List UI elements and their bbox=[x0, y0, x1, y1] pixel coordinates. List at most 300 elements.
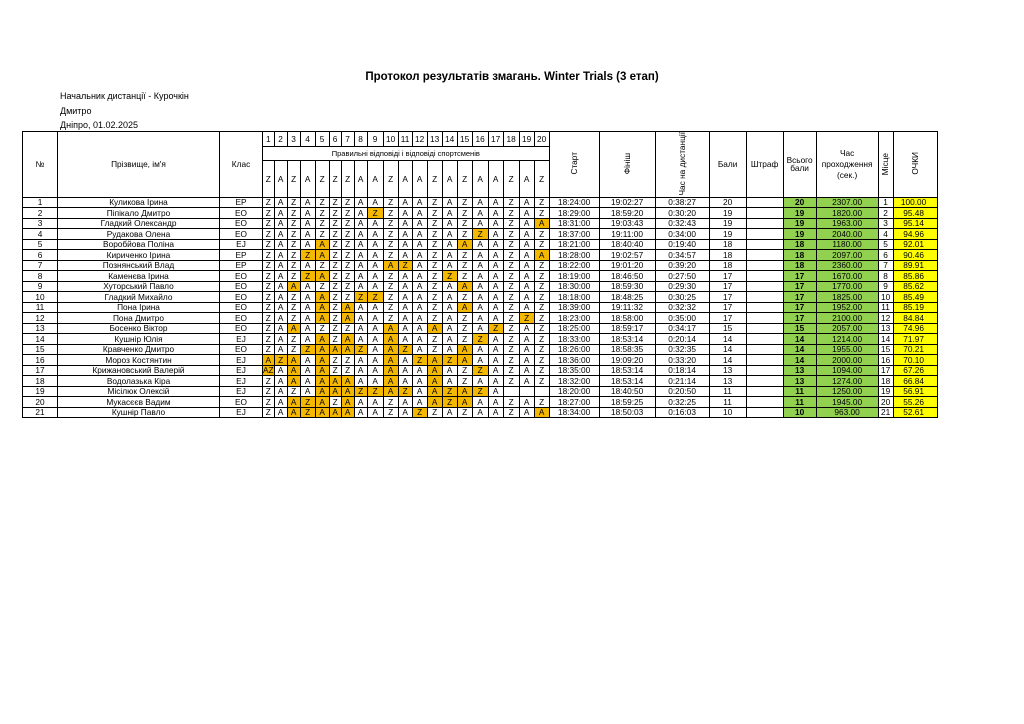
athlete-answer: Z bbox=[263, 271, 275, 282]
athlete-answer: Z bbox=[383, 302, 398, 313]
athlete-answer: A bbox=[367, 250, 383, 261]
athlete-answer: Z bbox=[315, 323, 329, 334]
athlete-answer: Z bbox=[329, 323, 341, 334]
athlete-answer: A bbox=[315, 334, 329, 345]
athlete-answer: A bbox=[367, 229, 383, 240]
header-question-number: 2 bbox=[274, 132, 287, 147]
header-question-number: 3 bbox=[287, 132, 300, 147]
athlete-answer: A bbox=[457, 355, 472, 366]
athlete-answer: A bbox=[274, 376, 287, 387]
athlete-answer: A bbox=[442, 323, 457, 334]
time-seconds: 2360.00 bbox=[816, 260, 878, 271]
penalty bbox=[746, 334, 783, 345]
score: 92.01 bbox=[893, 239, 937, 250]
athlete-answer: A bbox=[412, 208, 427, 219]
table-row bbox=[23, 302, 938, 313]
athlete-answer: Z bbox=[534, 323, 549, 334]
athlete-answer: A bbox=[398, 376, 412, 387]
table-row bbox=[23, 334, 938, 345]
athlete-answer: A bbox=[412, 271, 427, 282]
athlete-answer: A bbox=[472, 323, 488, 334]
points: 17 bbox=[709, 281, 746, 292]
start-time: 18:32:00 bbox=[549, 376, 599, 387]
points: 13 bbox=[709, 365, 746, 376]
table-row bbox=[23, 281, 938, 292]
athlete-answer: Z bbox=[287, 313, 300, 324]
course-time: 0:39:20 bbox=[655, 260, 709, 271]
athlete-answer: A bbox=[367, 334, 383, 345]
athlete-answer: A bbox=[519, 250, 534, 261]
table-row bbox=[23, 239, 938, 250]
athlete-name: Кириченко Ірина bbox=[58, 250, 220, 261]
athlete-answer: Z bbox=[315, 208, 329, 219]
athlete-answer: A bbox=[300, 323, 315, 334]
athlete-class: EJ bbox=[220, 365, 263, 376]
athlete-class: EO bbox=[220, 302, 263, 313]
athlete-class: EO bbox=[220, 271, 263, 282]
athlete-answer: A bbox=[367, 407, 383, 418]
athlete-class: EO bbox=[220, 344, 263, 355]
athlete-answer: Z bbox=[427, 271, 442, 282]
time-seconds: 1670.00 bbox=[816, 271, 878, 282]
athlete-answer: A bbox=[354, 250, 367, 261]
athlete-answer: Z bbox=[341, 365, 354, 376]
athlete-answer: Z bbox=[427, 407, 442, 418]
athlete-answer: A bbox=[367, 260, 383, 271]
athlete-answer: Z bbox=[341, 250, 354, 261]
finish-time: 18:59:17 bbox=[599, 323, 655, 334]
athlete-answer: Z bbox=[534, 334, 549, 345]
athlete-answer: A bbox=[287, 397, 300, 408]
athlete-answer: A bbox=[329, 407, 341, 418]
athlete-answer: A bbox=[519, 365, 534, 376]
header-finish-label: Фініш bbox=[621, 153, 632, 175]
place: 1 bbox=[878, 197, 893, 208]
header-question-number: 14 bbox=[442, 132, 457, 147]
athlete-answer: Z bbox=[534, 302, 549, 313]
athlete-answer: Z bbox=[457, 271, 472, 282]
score: 55.26 bbox=[893, 397, 937, 408]
athlete-answer: A bbox=[488, 376, 503, 387]
athlete-answer: A bbox=[398, 229, 412, 240]
athlete-answer: Z bbox=[383, 250, 398, 261]
athlete-answer: A bbox=[472, 355, 488, 366]
course-time: 0:20:14 bbox=[655, 334, 709, 345]
athlete-answer: A bbox=[315, 397, 329, 408]
athlete-answer: Z bbox=[398, 260, 412, 271]
athlete-answer: A bbox=[315, 302, 329, 313]
athlete-answer: Z bbox=[383, 239, 398, 250]
athlete-answer: A bbox=[274, 397, 287, 408]
start-time: 18:39:00 bbox=[549, 302, 599, 313]
time-seconds: 2040.00 bbox=[816, 229, 878, 240]
athlete-answer: A bbox=[341, 313, 354, 324]
athlete-name: Гладкий Олександр bbox=[58, 218, 220, 229]
athlete-answer: Z bbox=[503, 271, 519, 282]
athlete-answer: Z bbox=[341, 218, 354, 229]
athlete-answer: Z bbox=[427, 313, 442, 324]
athlete-answer: A bbox=[472, 218, 488, 229]
athlete-answer: A bbox=[367, 313, 383, 324]
row-number: 1 bbox=[23, 197, 58, 208]
penalty bbox=[746, 260, 783, 271]
athlete-answer: A bbox=[519, 344, 534, 355]
place: 14 bbox=[878, 334, 893, 345]
finish-time: 18:40:40 bbox=[599, 239, 655, 250]
correct-answer: Z bbox=[263, 161, 275, 197]
header-question-number: 7 bbox=[341, 132, 354, 147]
athlete-answer: A bbox=[341, 302, 354, 313]
header-question-number: 6 bbox=[329, 132, 341, 147]
table-row bbox=[23, 260, 938, 271]
points: 18 bbox=[709, 239, 746, 250]
athlete-answer: Z bbox=[457, 292, 472, 303]
row-number: 15 bbox=[23, 344, 58, 355]
athlete-answer: A bbox=[442, 208, 457, 219]
time-seconds: 1825.00 bbox=[816, 292, 878, 303]
athlete-answer: A bbox=[412, 376, 427, 387]
athlete-class: EP bbox=[220, 197, 263, 208]
points: 14 bbox=[709, 344, 746, 355]
start-time: 18:33:00 bbox=[549, 334, 599, 345]
correct-answer: A bbox=[488, 161, 503, 197]
header-points: Бали bbox=[709, 132, 746, 198]
athlete-answer: Z bbox=[534, 365, 549, 376]
athlete-answer: Z bbox=[457, 407, 472, 418]
penalty bbox=[746, 323, 783, 334]
points: 14 bbox=[709, 355, 746, 366]
total-points: 17 bbox=[783, 271, 816, 282]
athlete-name: Куликова Ірина bbox=[58, 197, 220, 208]
header-num: № bbox=[23, 132, 58, 198]
score: 94.96 bbox=[893, 229, 937, 240]
place: 4 bbox=[878, 229, 893, 240]
athlete-answer: Z bbox=[287, 197, 300, 208]
athlete-answer: Z bbox=[503, 229, 519, 240]
athlete-answer: A bbox=[329, 376, 341, 387]
table-row bbox=[23, 218, 938, 229]
athlete-answer bbox=[534, 386, 549, 397]
athlete-answer: A bbox=[354, 302, 367, 313]
start-time: 18:35:00 bbox=[549, 365, 599, 376]
athlete-answer: A bbox=[367, 239, 383, 250]
athlete-answer: Z bbox=[427, 197, 442, 208]
header-place-label: Місце bbox=[880, 152, 891, 175]
athlete-class: EO bbox=[220, 229, 263, 240]
points: 11 bbox=[709, 386, 746, 397]
table-row bbox=[23, 229, 938, 240]
athlete-answer: Z bbox=[329, 218, 341, 229]
total-points: 19 bbox=[783, 208, 816, 219]
athlete-answer: Z bbox=[383, 197, 398, 208]
athlete-answer: Z bbox=[263, 323, 275, 334]
time-seconds: 1214.00 bbox=[816, 334, 878, 345]
header-penalty: Штраф bbox=[746, 132, 783, 198]
athlete-answer: Z bbox=[341, 239, 354, 250]
athlete-answer bbox=[519, 386, 534, 397]
athlete-answer: Z bbox=[329, 239, 341, 250]
athlete-answer: A bbox=[412, 302, 427, 313]
time-seconds: 1945.00 bbox=[816, 397, 878, 408]
athlete-name: Водолазька Кіра bbox=[58, 376, 220, 387]
total-points: 11 bbox=[783, 397, 816, 408]
penalty bbox=[746, 250, 783, 261]
athlete-answer: A bbox=[315, 344, 329, 355]
athlete-answer: A bbox=[488, 397, 503, 408]
athlete-answer: Z bbox=[367, 386, 383, 397]
athlete-answer: A bbox=[274, 250, 287, 261]
athlete-answer: A bbox=[488, 302, 503, 313]
athlete-answer: Z bbox=[263, 302, 275, 313]
athlete-answer: A bbox=[412, 292, 427, 303]
athlete-answer: Z bbox=[534, 229, 549, 240]
athlete-answer: Z bbox=[329, 302, 341, 313]
athlete-answer: Z bbox=[287, 334, 300, 345]
athlete-answer: A bbox=[341, 386, 354, 397]
header-question-number: 13 bbox=[427, 132, 442, 147]
correct-answer: Z bbox=[315, 161, 329, 197]
athlete-answer: A bbox=[398, 355, 412, 366]
correct-answer: A bbox=[398, 161, 412, 197]
table-row bbox=[23, 313, 938, 324]
athlete-answer: A bbox=[519, 355, 534, 366]
athlete-answer: A bbox=[354, 355, 367, 366]
athlete-answer: A bbox=[472, 250, 488, 261]
athlete-answer: A bbox=[442, 292, 457, 303]
athlete-answer: Z bbox=[341, 229, 354, 240]
row-number: 2 bbox=[23, 208, 58, 219]
athlete-name: Хуторський Павло bbox=[58, 281, 220, 292]
athlete-answer: Z bbox=[472, 365, 488, 376]
finish-time: 18:59:20 bbox=[599, 208, 655, 219]
penalty bbox=[746, 344, 783, 355]
course-time: 0:30:20 bbox=[655, 208, 709, 219]
athlete-answer: A bbox=[412, 260, 427, 271]
correct-answer: A bbox=[442, 161, 457, 197]
athlete-answer: A bbox=[442, 239, 457, 250]
row-number: 4 bbox=[23, 229, 58, 240]
athlete-answer: Z bbox=[287, 239, 300, 250]
athlete-answer: A bbox=[427, 397, 442, 408]
correct-answer: Z bbox=[287, 161, 300, 197]
athlete-name: Каменєва Ірина bbox=[58, 271, 220, 282]
athlete-answer: A bbox=[367, 218, 383, 229]
athlete-answer: A bbox=[398, 292, 412, 303]
header-question-number: 11 bbox=[398, 132, 412, 147]
penalty bbox=[746, 313, 783, 324]
header-question-number: 4 bbox=[300, 132, 315, 147]
athlete-answer: A bbox=[427, 323, 442, 334]
header-question-number: 20 bbox=[534, 132, 549, 147]
row-number: 7 bbox=[23, 260, 58, 271]
athlete-answer: A bbox=[341, 344, 354, 355]
score: 70.21 bbox=[893, 344, 937, 355]
points: 17 bbox=[709, 292, 746, 303]
athlete-answer: A bbox=[287, 355, 300, 366]
athlete-answer: Z bbox=[457, 208, 472, 219]
athlete-answer: A bbox=[354, 376, 367, 387]
place: 18 bbox=[878, 376, 893, 387]
total-points: 14 bbox=[783, 344, 816, 355]
athlete-answer: Z bbox=[457, 250, 472, 261]
athlete-answer: A bbox=[442, 344, 457, 355]
athlete-answer: A bbox=[354, 281, 367, 292]
athlete-answer: A bbox=[398, 218, 412, 229]
athlete-class: EJ bbox=[220, 386, 263, 397]
document-title: Протокол результатів змагань. Winter Trials (3 етап) bbox=[365, 71, 659, 83]
course-time: 0:32:32 bbox=[655, 302, 709, 313]
athlete-answer: AZ bbox=[263, 365, 274, 376]
correct-answer: Z bbox=[427, 161, 442, 197]
time-seconds: 2307.00 bbox=[816, 197, 878, 208]
athlete-answer: A bbox=[519, 281, 534, 292]
athlete-answer: Z bbox=[427, 260, 442, 271]
header-start-label: Старт bbox=[568, 152, 579, 176]
athlete-class: EO bbox=[220, 208, 263, 219]
table-row bbox=[23, 271, 938, 282]
total-points: 11 bbox=[783, 386, 816, 397]
athlete-answer: A bbox=[412, 344, 427, 355]
athlete-answer: Z bbox=[457, 229, 472, 240]
time-seconds: 2097.00 bbox=[816, 250, 878, 261]
athlete-answer: A bbox=[534, 218, 549, 229]
points: 17 bbox=[709, 271, 746, 282]
athlete-answer: A bbox=[315, 292, 329, 303]
start-time: 18:34:00 bbox=[549, 407, 599, 418]
athlete-answer: A bbox=[383, 260, 398, 271]
total-points: 17 bbox=[783, 292, 816, 303]
athlete-answer: A bbox=[488, 292, 503, 303]
athlete-answer: Z bbox=[383, 281, 398, 292]
athlete-answer: Z bbox=[329, 355, 341, 366]
athlete-answer: A bbox=[442, 229, 457, 240]
place: 9 bbox=[878, 281, 893, 292]
athlete-answer: Z bbox=[534, 344, 549, 355]
correct-answer: Z bbox=[329, 161, 341, 197]
course-time: 0:32:43 bbox=[655, 218, 709, 229]
athlete-answer: A bbox=[472, 239, 488, 250]
athlete-answer: A bbox=[427, 376, 442, 387]
athlete-answer: Z bbox=[427, 229, 442, 240]
athlete-answer: Z bbox=[341, 355, 354, 366]
athlete-answer: Z bbox=[503, 302, 519, 313]
athlete-answer: A bbox=[367, 355, 383, 366]
athlete-answer: A bbox=[367, 365, 383, 376]
athlete-answer: Z bbox=[329, 260, 341, 271]
place: 16 bbox=[878, 355, 893, 366]
time-seconds: 1955.00 bbox=[816, 344, 878, 355]
athlete-answer: Z bbox=[300, 271, 315, 282]
start-time: 18:36:00 bbox=[549, 355, 599, 366]
athlete-answer: A bbox=[300, 365, 315, 376]
athlete-class: EJ bbox=[220, 376, 263, 387]
athlete-answer: A bbox=[300, 334, 315, 345]
athlete-answer: Z bbox=[287, 229, 300, 240]
athlete-answer: A bbox=[398, 208, 412, 219]
athlete-answer: A bbox=[519, 239, 534, 250]
athlete-answer: Z bbox=[383, 218, 398, 229]
athlete-answer: Z bbox=[472, 229, 488, 240]
athlete-answer: A bbox=[274, 292, 287, 303]
table-row bbox=[23, 208, 938, 219]
athlete-answer: Z bbox=[329, 397, 341, 408]
correct-answer: A bbox=[472, 161, 488, 197]
athlete-answer: A bbox=[367, 344, 383, 355]
time-seconds: 1963.00 bbox=[816, 218, 878, 229]
athlete-name: Пона Дмитро bbox=[58, 313, 220, 324]
athlete-answer: A bbox=[383, 334, 398, 345]
athlete-answer: A bbox=[457, 344, 472, 355]
athlete-class: EJ bbox=[220, 334, 263, 345]
athlete-answer: Z bbox=[503, 397, 519, 408]
penalty bbox=[746, 208, 783, 219]
athlete-answer: A bbox=[300, 386, 315, 397]
place: 19 bbox=[878, 386, 893, 397]
athlete-answer: A bbox=[287, 281, 300, 292]
athlete-answer: A bbox=[367, 323, 383, 334]
athlete-answer: Z bbox=[315, 281, 329, 292]
finish-time: 19:03:43 bbox=[599, 218, 655, 229]
place: 6 bbox=[878, 250, 893, 261]
header-total: Всього бали bbox=[783, 132, 816, 198]
athlete-answer: Z bbox=[457, 218, 472, 229]
athlete-answer: Z bbox=[534, 239, 549, 250]
athlete-answer: Z bbox=[503, 260, 519, 271]
athlete-answer: A bbox=[488, 218, 503, 229]
score: 95.48 bbox=[893, 208, 937, 219]
athlete-answer: A bbox=[354, 229, 367, 240]
athlete-answer: A bbox=[519, 208, 534, 219]
time-seconds: 1094.00 bbox=[816, 365, 878, 376]
athlete-class: EP bbox=[220, 250, 263, 261]
correct-answer: A bbox=[274, 161, 287, 197]
score: 85.86 bbox=[893, 271, 937, 282]
finish-time: 19:02:27 bbox=[599, 197, 655, 208]
athlete-answer: A bbox=[300, 260, 315, 271]
athlete-answer: Z bbox=[534, 313, 549, 324]
athlete-answer: A bbox=[300, 292, 315, 303]
athlete-answer: Z bbox=[457, 260, 472, 271]
course-time: 0:21:14 bbox=[655, 376, 709, 387]
athlete-answer: A bbox=[354, 334, 367, 345]
athlete-name: Кравченко Дмитро bbox=[58, 344, 220, 355]
score: 70.10 bbox=[893, 355, 937, 366]
header-question-number: 10 bbox=[383, 132, 398, 147]
time-seconds: 963.00 bbox=[816, 407, 878, 418]
athlete-answer: A bbox=[472, 376, 488, 387]
athlete-answer: Z bbox=[329, 292, 341, 303]
athlete-answer: A bbox=[398, 397, 412, 408]
total-points: 18 bbox=[783, 239, 816, 250]
athlete-answer: A bbox=[315, 355, 329, 366]
points: 19 bbox=[709, 229, 746, 240]
athlete-answer: A bbox=[488, 334, 503, 345]
athlete-answer: Z bbox=[503, 365, 519, 376]
athlete-answer: Z bbox=[354, 386, 367, 397]
athlete-answer: Z bbox=[329, 334, 341, 345]
athlete-answer: A bbox=[412, 281, 427, 292]
course-time: 0:16:03 bbox=[655, 407, 709, 418]
athlete-answer: A bbox=[442, 376, 457, 387]
athlete-name: Місілюк Олексій bbox=[58, 386, 220, 397]
athlete-answer: Z bbox=[287, 386, 300, 397]
finish-time: 18:48:25 bbox=[599, 292, 655, 303]
athlete-answer: Z bbox=[503, 281, 519, 292]
athlete-class: EP bbox=[220, 260, 263, 271]
athlete-answer: A bbox=[457, 386, 472, 397]
athlete-answer: A bbox=[519, 323, 534, 334]
athlete-answer: A bbox=[315, 250, 329, 261]
